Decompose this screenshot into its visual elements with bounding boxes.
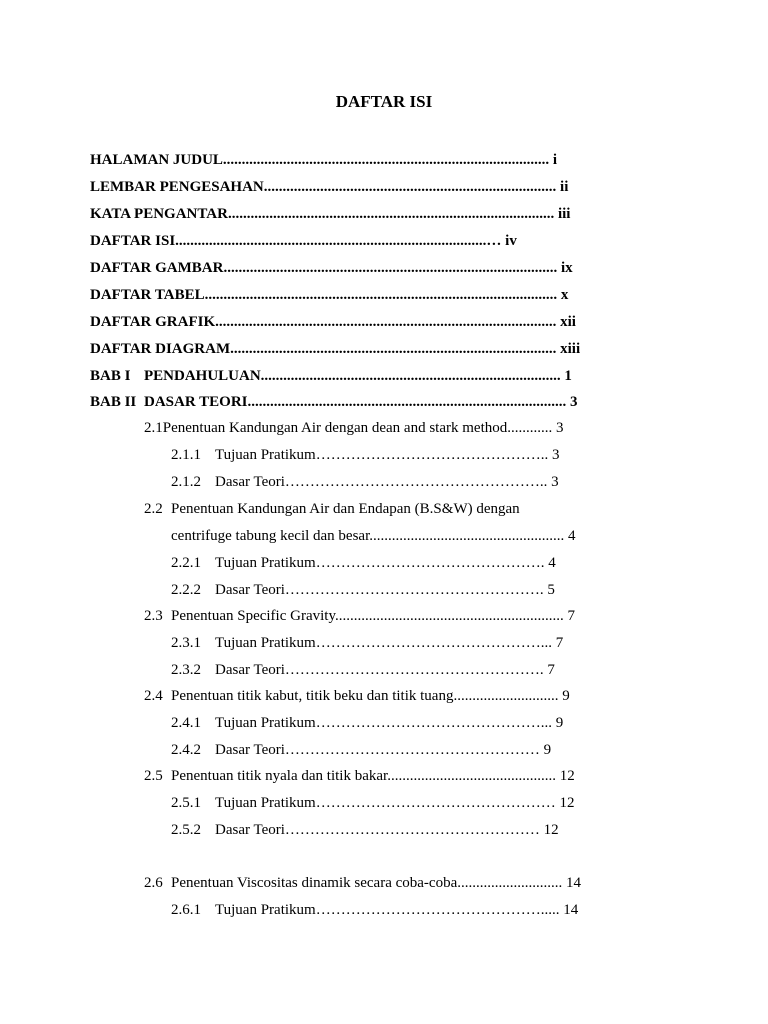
toc-label: Penentuan Kandungan Air dan Endapan (B.S&W) dengan <box>171 501 520 517</box>
toc-label: Tujuan Pratikum <box>215 902 316 918</box>
toc-leader: ……………………………………………. <box>284 662 544 678</box>
toc-entry-daftar-gambar <box>90 258 573 278</box>
toc-label: Dasar Teori <box>215 742 285 758</box>
toc-subsection-2-4-1 <box>171 713 563 733</box>
toc-page-number: xiii <box>560 341 581 357</box>
toc-page-number: iv <box>505 233 517 249</box>
toc-subsection-2-5-1 <box>171 793 574 813</box>
toc-page-number: i <box>552 152 558 168</box>
toc-leader: ........................................................................................... <box>215 314 557 330</box>
toc-leader: .................................................... <box>369 528 565 544</box>
toc-leader: .............................................................................. <box>263 179 557 195</box>
subsection-number: 2.1.2 <box>171 474 201 490</box>
toc-leader: ………………………………………..... <box>315 902 560 918</box>
toc-leader: …………………………………………….. <box>284 474 548 490</box>
toc-label: Penentuan titik nyala dan titik bakar <box>171 768 388 784</box>
toc-subsection-2-3-1 <box>171 633 563 653</box>
toc-subsection-2-2-1 <box>171 553 556 573</box>
section-number: 2.1 <box>144 420 163 436</box>
toc-label: DAFTAR TABEL <box>90 287 205 303</box>
toc-entry-bab-2 <box>90 392 578 412</box>
toc-entry-daftar-tabel <box>90 285 568 305</box>
toc-subsection-2-6-1 <box>171 900 578 920</box>
toc-page-number: 3 <box>551 447 560 463</box>
toc-leader: ............................................. <box>387 768 556 784</box>
toc-label: PENDAHULUAN <box>144 368 261 384</box>
toc-leader: ............................................................. <box>334 608 564 624</box>
subsection-number: 2.6.1 <box>171 902 201 918</box>
subsection-number: 2.2.1 <box>171 555 201 571</box>
toc-label: DAFTAR ISI <box>90 233 176 249</box>
toc-label: Tujuan Pratikum <box>215 447 316 463</box>
toc-leader: ............................ <box>453 688 559 704</box>
toc-section-2-4 <box>144 686 570 706</box>
toc-page-number: iii <box>557 206 571 222</box>
toc-leader: ………………………………………... <box>315 715 552 731</box>
toc-page-number: 7 <box>567 608 575 624</box>
section-number: 2.4 <box>144 688 163 704</box>
toc-entry-daftar-grafik <box>90 312 576 332</box>
subsection-number: 2.5.1 <box>171 795 201 811</box>
subsection-number: 2.3.2 <box>171 662 201 678</box>
toc-entry-lembar-pengesahan <box>90 177 568 197</box>
toc-label: Tujuan Pratikum <box>215 715 316 731</box>
toc-page-number: x <box>560 287 569 303</box>
toc-leader: ………………………………………... <box>315 635 552 651</box>
toc-label: KATA PENGANTAR <box>90 206 228 222</box>
subsection-number: 2.4.2 <box>171 742 201 758</box>
toc-page-number: 7 <box>547 662 555 678</box>
toc-page-number: 9 <box>562 688 570 704</box>
subsection-number: 2.4.1 <box>171 715 201 731</box>
toc-section-2-2-continued <box>171 526 576 546</box>
toc-label: Tujuan Pratikum <box>215 555 316 571</box>
toc-leader: ……………………………………….. <box>315 447 549 463</box>
toc-leader: ............................ <box>457 875 563 891</box>
toc-entry-kata-pengantar <box>90 204 570 224</box>
chapter-number: BAB II <box>90 394 137 410</box>
toc-label: Dasar Teori <box>215 474 285 490</box>
toc-page-number: 4 <box>548 555 556 571</box>
toc-page-number: 3 <box>570 394 578 410</box>
toc-page-number: 5 <box>547 582 555 598</box>
toc-label: Penentuan titik kabut, titik beku dan titik tuang <box>171 688 454 704</box>
subsection-number: 2.3.1 <box>171 635 201 651</box>
toc-page-number: 12 <box>559 795 575 811</box>
toc-leader: ....................................................................................... <box>227 206 555 222</box>
toc-page-number: 14 <box>565 875 581 891</box>
toc-subsection-2-4-2 <box>171 740 551 760</box>
toc-entry-halaman-judul <box>90 150 557 170</box>
section-number: 2.6 <box>144 875 163 891</box>
toc-label: LEMBAR PENGESAHAN <box>90 179 264 195</box>
toc-leader: ................................................................................ <box>260 368 561 384</box>
toc-page-number: 14 <box>563 902 579 918</box>
toc-page-number: 9 <box>543 742 552 758</box>
toc-page-number: 4 <box>568 528 576 544</box>
toc-label-continued: centrifuge tabung kecil dan besar <box>171 528 370 544</box>
toc-subsection-2-3-2 <box>171 660 555 680</box>
toc-page-number: ix <box>560 260 573 276</box>
toc-label: Dasar Teori <box>215 662 285 678</box>
toc-section-2-5 <box>144 766 575 786</box>
toc-leader: ..................................................................................... <box>247 394 567 410</box>
toc-page-number: 12 <box>559 768 575 784</box>
toc-subsection-2-1-1 <box>171 445 559 465</box>
subsection-number: 2.2.2 <box>171 582 201 598</box>
toc-leader: …………………………………………… <box>284 742 540 758</box>
toc-leader: ………………………………………… <box>315 795 556 811</box>
page-title: DAFTAR ISI <box>335 92 433 111</box>
subsection-number: 2.1.1 <box>171 447 201 463</box>
section-number: 2.2 <box>144 501 163 517</box>
toc-label: DAFTAR GAMBAR <box>90 260 224 276</box>
toc-label: Penentuan Specific Gravity <box>171 608 335 624</box>
toc-leader: .............................................................................................. <box>204 287 558 303</box>
chapter-number: BAB I <box>90 368 131 384</box>
toc-page-number: 7 <box>555 635 564 651</box>
toc-page-number: xii <box>560 314 576 330</box>
toc-label: Penentuan Viscositas dinamik secara coba-coba <box>171 875 458 891</box>
toc-page-number: ii <box>560 179 569 195</box>
toc-section-2-2 <box>144 499 520 519</box>
toc-leader: ...................................................................................… <box>175 233 502 249</box>
toc-page-number: 3 <box>556 420 564 436</box>
toc-label: DAFTAR DIAGRAM <box>90 341 231 357</box>
toc-leader: ............ <box>507 420 553 436</box>
toc-label: Penentuan Kandungan Air dengan dean and stark method <box>162 420 508 436</box>
toc-subsection-2-5-2 <box>171 820 559 840</box>
toc-entry-bab-1 <box>90 366 572 386</box>
toc-leader: …………………………………………… <box>284 822 540 838</box>
toc-section-2-6 <box>144 873 581 893</box>
toc-label: HALAMAN JUDUL <box>90 152 223 168</box>
toc-leader: ....................................................................................... <box>222 152 550 168</box>
toc-label: DASAR TEORI <box>144 394 248 410</box>
toc-page-number: 1 <box>564 368 572 384</box>
toc-label: Tujuan Pratikum <box>215 635 316 651</box>
toc-label: Tujuan Pratikum <box>215 795 316 811</box>
toc-page-number: 3 <box>551 474 559 490</box>
toc-subsection-2-1-2 <box>171 472 559 492</box>
toc-section-2-3 <box>144 606 575 626</box>
toc-leader: ......................................................................................... <box>223 260 558 276</box>
toc-label: Dasar Teori <box>215 582 285 598</box>
toc-leader: ………………………………………. <box>315 555 545 571</box>
section-number: 2.3 <box>144 608 163 624</box>
subsection-number: 2.5.2 <box>171 822 201 838</box>
toc-entry-daftar-diagram <box>90 339 580 359</box>
toc-label: Dasar Teori <box>215 822 285 838</box>
toc-label: DAFTAR GRAFIK <box>90 314 216 330</box>
toc-section-2-1 <box>144 418 564 438</box>
toc-page-number: 12 <box>543 822 559 838</box>
toc-leader: ……………………………………………. <box>284 582 544 598</box>
toc-page-number: 9 <box>555 715 564 731</box>
toc-entry-daftar-isi <box>90 231 517 251</box>
toc-subsection-2-2-2 <box>171 580 555 600</box>
toc-leader: ....................................................................................... <box>230 341 557 357</box>
section-number: 2.5 <box>144 768 163 784</box>
